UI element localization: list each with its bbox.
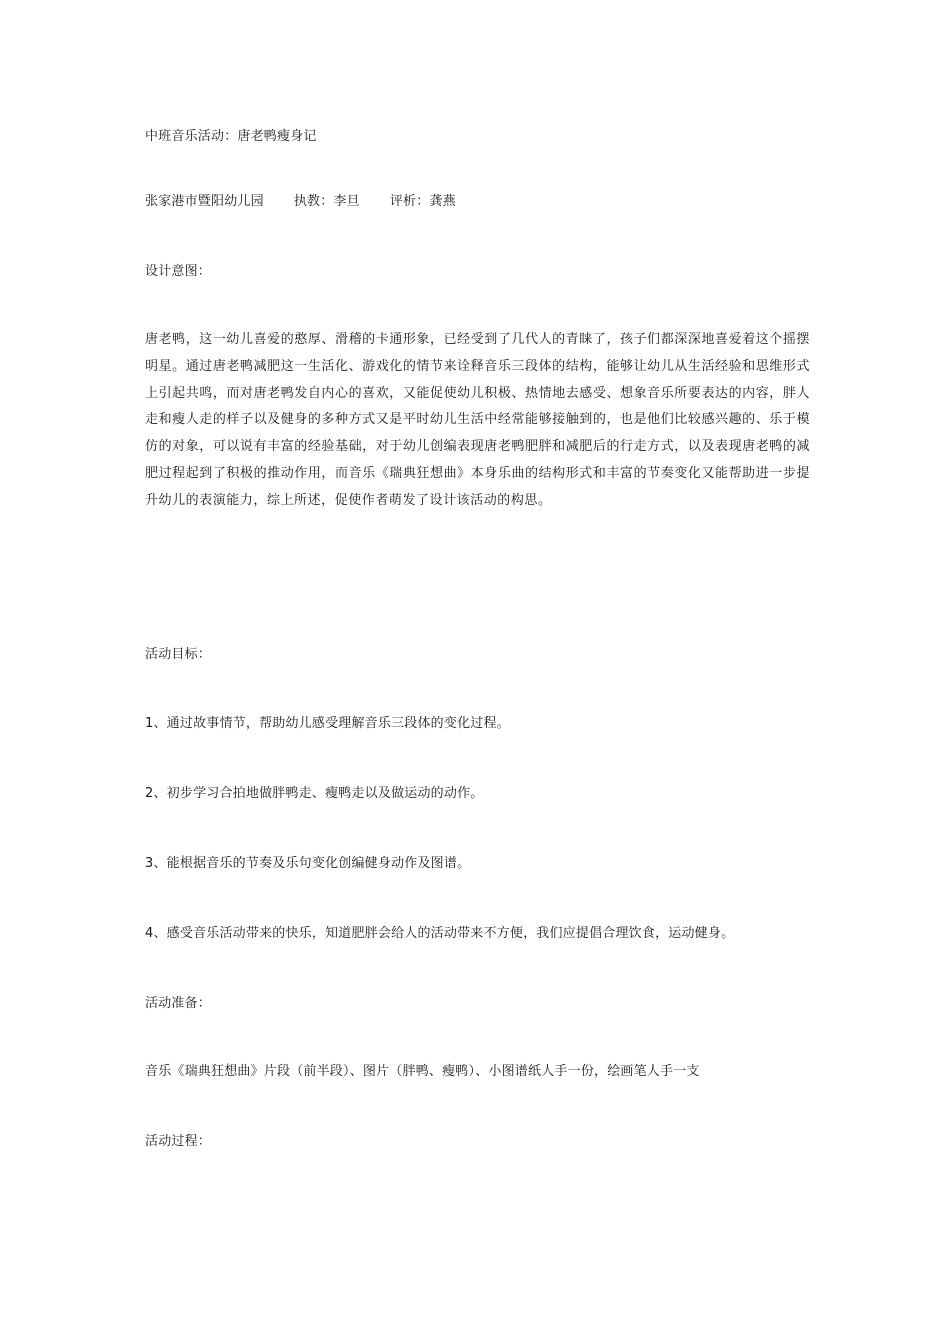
byline-school: 张家港市暨阳幼儿园: [145, 194, 264, 209]
process-heading: 活动过程：: [145, 1134, 212, 1149]
goal-item: 3、能根据音乐的节奏及乐句变化创编健身动作及图谱。: [145, 856, 471, 871]
goal-item: 1、通过故事情节，帮助幼儿感受理解音乐三段体的变化过程。: [145, 716, 510, 731]
document-title: 中班音乐活动：唐老鸭瘦身记: [145, 129, 317, 144]
byline-teacher: 执教：李旦: [293, 194, 360, 209]
byline: [145, 193, 456, 211]
goals-heading: 活动目标：: [145, 647, 212, 662]
goal-item: 4、感受音乐活动带来的快乐，知道肥胖会给人的活动带来不方便，我们应提倡合理饮食，运动健身。: [145, 926, 735, 941]
goal-item: 2、初步学习合拍地做胖鸭走、瘦鸭走以及做运动的动作。: [145, 786, 484, 801]
design-paragraph: 唐老鸭，这一幼儿喜爱的憨厚、滑稽的卡通形象，已经受到了几代人的青睐了，孩子们都深深地喜爱着这个摇摆明星。通过唐老鸭减肥这一生活化、游戏化的情节来诠释音乐三段体的结构，能够让幼儿从生活经验和思维形式上引起共鸣，而对唐老鸭发自内心的喜欢，又能促使幼儿积极、热情地去感受、想象音乐所要表达的内容，胖人走和瘦人走的样子以及健身的多种方式又是平时幼儿生活中经常能够接触到的，也是他们比较感兴趣的、乐于模仿的对象，可以说有丰富的经验基础，对于幼儿创编表现唐老鸭肥胖和减肥后的行走方式，以及表现唐老鸭的减肥过程起到了积极的推动作用，而音乐《瑞典狂想曲》本身乐曲的结构形式和丰富的节奏变化又能帮助进一步提升幼儿的表演能力，综上所述，促使作者萌发了设计该活动的构思。: [145, 332, 810, 508]
byline-reviewer: 评析：龚燕: [389, 194, 456, 209]
design-heading: 设计意图：: [145, 264, 212, 279]
prep-text: 音乐《瑞典狂想曲》片段（前半段）、图片（胖鸭、瘦鸭）、小图谱纸人手一份，绘画笔人手一支: [145, 1064, 700, 1079]
prep-heading: 活动准备：: [145, 996, 212, 1011]
